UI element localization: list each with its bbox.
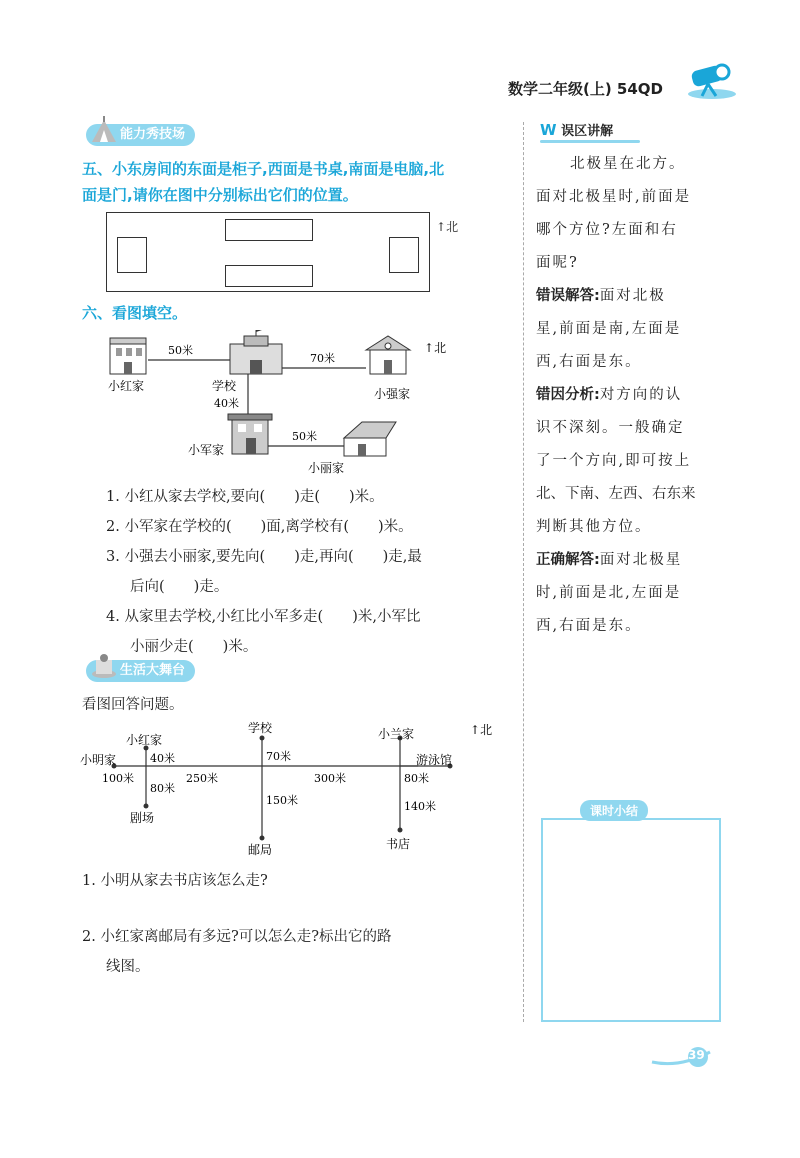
telescope-logo-icon bbox=[684, 58, 740, 102]
xiaoqiang-house-icon bbox=[366, 336, 410, 374]
sidebar-para-line2: 面对北极星时,前面是 bbox=[536, 189, 692, 205]
page-swoosh-icon bbox=[650, 1046, 720, 1068]
school-building-icon bbox=[230, 330, 282, 374]
wrong-label: 错误解答: bbox=[536, 288, 600, 304]
cause-line4: 北、下南、左西、右东来 bbox=[536, 486, 696, 502]
north-label: 北 bbox=[446, 220, 459, 234]
xiaolan-label: 小兰家 bbox=[378, 727, 415, 741]
page-number: 39 bbox=[688, 1048, 705, 1062]
wrong-line3: 西,右面是东。 bbox=[536, 354, 642, 370]
dist-80b: 80米 bbox=[404, 772, 429, 785]
q6-item-4-cont: 小丽少走( )米。 bbox=[130, 639, 258, 655]
dist-label-50: 50米 bbox=[168, 344, 193, 357]
right-line3: 西,右面是东。 bbox=[536, 618, 642, 634]
xiaoli-label: 小丽家 bbox=[308, 461, 345, 475]
sidebar-badge-label: 误区讲解 bbox=[561, 124, 614, 139]
post-label: 邮局 bbox=[248, 843, 273, 857]
dist-40: 40米 bbox=[150, 752, 175, 765]
q6-item-3: 3. 小强去小丽家,要先向( )走,再向( )走,最 bbox=[106, 549, 422, 565]
dist-150: 150米 bbox=[266, 794, 298, 807]
sidebar-para-line3: 哪个方位?左面和右 bbox=[536, 222, 678, 238]
life-q1: 1. 小明从家去书店该怎么走? bbox=[82, 873, 268, 889]
north-indicator-map2: ↑北 bbox=[470, 723, 493, 737]
page-number-area bbox=[650, 1046, 720, 1068]
room-box-south[interactable] bbox=[225, 265, 313, 287]
w-logo-icon: W bbox=[540, 121, 557, 139]
xiaohong-label: 小红家 bbox=[108, 379, 145, 393]
room-diagram bbox=[106, 212, 430, 292]
dist-250: 250米 bbox=[186, 772, 218, 785]
sidebar-para-line1: 北极星在北方。 bbox=[570, 156, 686, 172]
q5-title bbox=[82, 156, 522, 208]
q6-title: 六、看图填空。 bbox=[82, 304, 188, 322]
q5-title-line2: 面是门,请你在图中分别标出它们的位置。 bbox=[82, 186, 358, 204]
right-line2: 时,前面是北,左面是 bbox=[536, 585, 682, 601]
summary-note-box[interactable] bbox=[541, 818, 721, 1022]
dist-label-40: 40米 bbox=[214, 397, 239, 410]
q6-item-3-cont: 后向( )走。 bbox=[130, 579, 229, 595]
right-line1: 面对北极星 bbox=[599, 552, 683, 568]
wrong-line1: 面对北极 bbox=[599, 288, 666, 304]
cause-label: 错因分析: bbox=[536, 387, 600, 403]
dist-100: 100米 bbox=[102, 772, 134, 785]
q5-title-line1: 五、小东房间的东面是柜子,西面是书桌,南面是电脑,北 bbox=[82, 160, 445, 178]
book-title: 数学二年级(上) 54QD bbox=[508, 80, 664, 98]
summary-badge: 课时小结 bbox=[580, 800, 648, 821]
cause-line1: 对方向的认 bbox=[599, 387, 683, 403]
section-badge-life bbox=[86, 660, 195, 682]
dist-label-70: 70米 bbox=[310, 352, 335, 365]
column-divider bbox=[523, 122, 524, 1022]
sidebar-content bbox=[536, 148, 722, 643]
life-q2-line1: 2. 小红家离邮局有多远?可以怎么走?标出它的路 bbox=[82, 929, 392, 945]
q-life-map bbox=[74, 718, 514, 858]
section-badge-label: 能力秀技场 bbox=[120, 127, 186, 142]
dist-140: 140米 bbox=[404, 800, 436, 813]
north-arrow-icon: ↑ bbox=[436, 220, 447, 234]
theater-label: 剧场 bbox=[130, 811, 155, 825]
q6-item-4: 4. 从家里去学校,小红比小军多走( )米,小军比 bbox=[106, 609, 421, 625]
room-box-west[interactable] bbox=[117, 237, 147, 273]
sidebar-para-line4: 面呢? bbox=[536, 255, 579, 271]
xiaoming-label: 小明家 bbox=[80, 753, 117, 767]
xiaoli-house-icon bbox=[344, 422, 396, 456]
dist-300: 300米 bbox=[314, 772, 346, 785]
room-box-east[interactable] bbox=[389, 237, 419, 273]
dist-80a: 80米 bbox=[150, 782, 175, 795]
school-label: 学校 bbox=[248, 721, 273, 735]
wrong-line2: 星,前面是南,左面是 bbox=[536, 321, 682, 337]
xiaoqiang-label: 小强家 bbox=[374, 387, 411, 401]
sidebar-header bbox=[540, 120, 613, 139]
q6-map bbox=[96, 330, 456, 480]
school-label: 学校 bbox=[212, 379, 237, 393]
life-q2 bbox=[82, 922, 518, 982]
section-badge-ability bbox=[86, 124, 195, 146]
xiaojun-house-icon bbox=[228, 414, 272, 454]
q6-item-2: 2. 小军家在学校的( )面,离学校有( )米。 bbox=[106, 519, 413, 535]
tent-icon bbox=[90, 116, 118, 144]
sidebar-underline bbox=[540, 140, 640, 143]
section2-intro: 看图回答问题。 bbox=[82, 697, 184, 713]
room-box-north[interactable] bbox=[225, 219, 313, 241]
life-q2-line2: 线图。 bbox=[106, 959, 150, 975]
north-indicator-map1: ↑北 bbox=[424, 341, 447, 355]
q6-item-1: 1. 小红从家去学校,要向( )走( )米。 bbox=[106, 489, 384, 505]
q6-items bbox=[106, 482, 516, 662]
xiaojun-label: 小军家 bbox=[188, 443, 225, 457]
section-badge-label: 生活大舞台 bbox=[120, 663, 186, 678]
stage-icon bbox=[90, 652, 118, 680]
bookstore-label: 书店 bbox=[386, 837, 411, 851]
cause-line5: 判断其他方位。 bbox=[536, 519, 652, 535]
right-label: 正确解答: bbox=[536, 552, 600, 568]
north-indicator-room bbox=[436, 218, 458, 235]
xiaohong-house-icon bbox=[110, 338, 146, 374]
cause-line3: 了一个方向,即可按上 bbox=[536, 453, 692, 469]
pool-label: 游泳馆 bbox=[416, 753, 453, 767]
cause-line2: 识不深刻。一般确定 bbox=[536, 420, 685, 436]
xiaohong-label: 小红家 bbox=[126, 733, 163, 747]
dist-label-50b: 50米 bbox=[292, 430, 317, 443]
dist-70: 70米 bbox=[266, 750, 291, 763]
